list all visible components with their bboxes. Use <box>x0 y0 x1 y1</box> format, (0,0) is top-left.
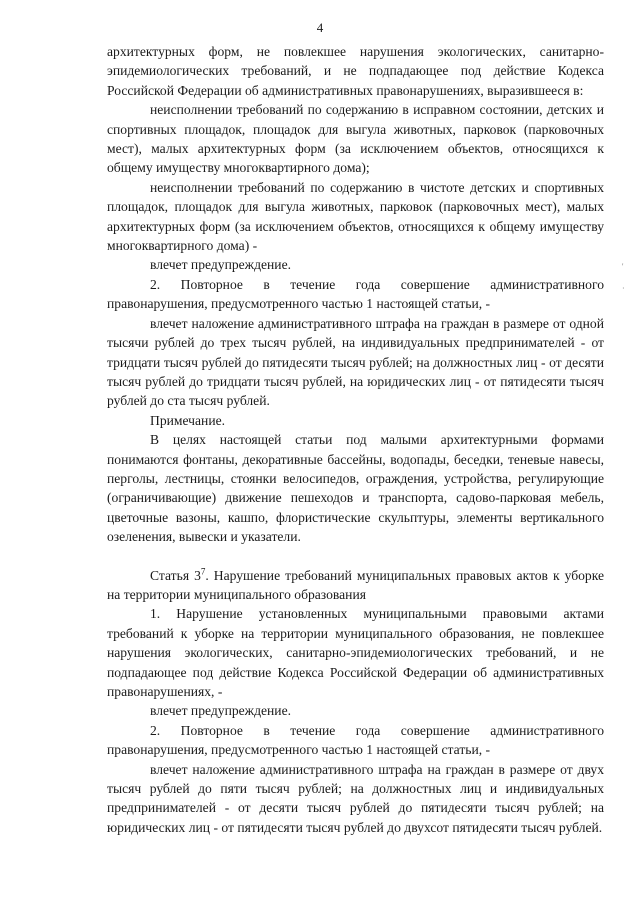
paragraph: архитектурных форм, не повлекшее нарушения экологических, санитарно-эпидемиологических требований, и не подпадающее под действие Кодекса Российской Федерации об административных правонарушениях, выразившееся в: <box>107 44 604 98</box>
paragraph: неисполнении требований по содержанию в чистоте детских и спортивных площадок, площадок для выгула животных, парковок (парковочных мест), малых архитектурных форм (за исключением объектов, относящихся к общему имуществу многоквартирного дома) - <box>107 179 604 254</box>
article-paragraph: 1. Нарушение установленных муниципальными правовыми актами требований к уборке на территории муниципального образования, не повлекшее нарушения экологических, санитарно-эпидемиологических требований, и не подпадающее под действие Кодекса Российской Федерации об административных правонарушениях, - <box>107 606 604 699</box>
paragraph: 2. Повторное в течение года совершение административного правонарушения, предусмотренного частью 1 настоящей статьи, - <box>107 276 604 312</box>
article-paragraph: 2. Повторное в течение года совершение административного правонарушения, предусмотренного частью 1 настоящей статьи, - <box>107 722 604 758</box>
article-number: Статья 3 <box>150 567 201 583</box>
page-number: 4 <box>316 20 324 35</box>
paragraph: влечет предупреждение. <box>150 257 291 273</box>
article-title: . Нарушение требований муниципальных правовых актов к уборке на территории муниципального образования <box>107 567 604 602</box>
note-heading: Примечание. <box>150 412 226 428</box>
note-paragraph: В целях настоящей статьи под малыми архитектурными формами понимаются фонтаны, декоративные бассейны, водопады, беседки, теневые навесы, перголы, лестницы, стоянки велосипедов, ограждения, устройства, регулирующие (ограничивающие) движение пешеходов и транспорта, садово-парковая мебель, цветочные вазоны, кашпо, флористические скульптуры, элементы вертикального озеленения, вывески и указатели. <box>107 432 604 545</box>
scan-margin-mark: ' <box>622 262 624 271</box>
article-heading <box>107 566 604 605</box>
document-body <box>107 42 604 837</box>
scan-margin-mark: · <box>622 284 625 293</box>
paragraph: влечет наложение административного штрафа на граждан в размере от одной тысячи рублей до трех тысяч рублей, на индивидуальных предпринимателей - от тридцати тысяч рублей до пятидесяти тысяч рублей; на должностных лиц - от десяти тысяч рублей до тридцати тысяч рублей, на юридических лиц - от пятидесяти тысяч рублей до ста тысяч рублей. <box>107 315 604 409</box>
paragraph: неисполнении требований по содержанию в исправном состоянии, детских и спортивных площадок, площадок для выгула животных, парковок (парковочных мест), малых архитектурных форм (за исключением объектов, относящихся к общему имуществу многоквартирного дома); <box>107 102 604 176</box>
article-paragraph: влечет наложение административного штрафа на граждан в размере от двух тысяч рублей до пяти тысяч рублей; на должностных лиц и индивидуальных предпринимателей - от десяти тысяч рублей до пятидесяти тысяч рублей; на юридических лиц - от пятидесяти тысяч рублей до двухсот пятидесяти тысяч рублей. <box>107 761 604 835</box>
article-superscript: 7 <box>200 566 206 577</box>
article-paragraph: влечет предупреждение. <box>150 703 291 719</box>
